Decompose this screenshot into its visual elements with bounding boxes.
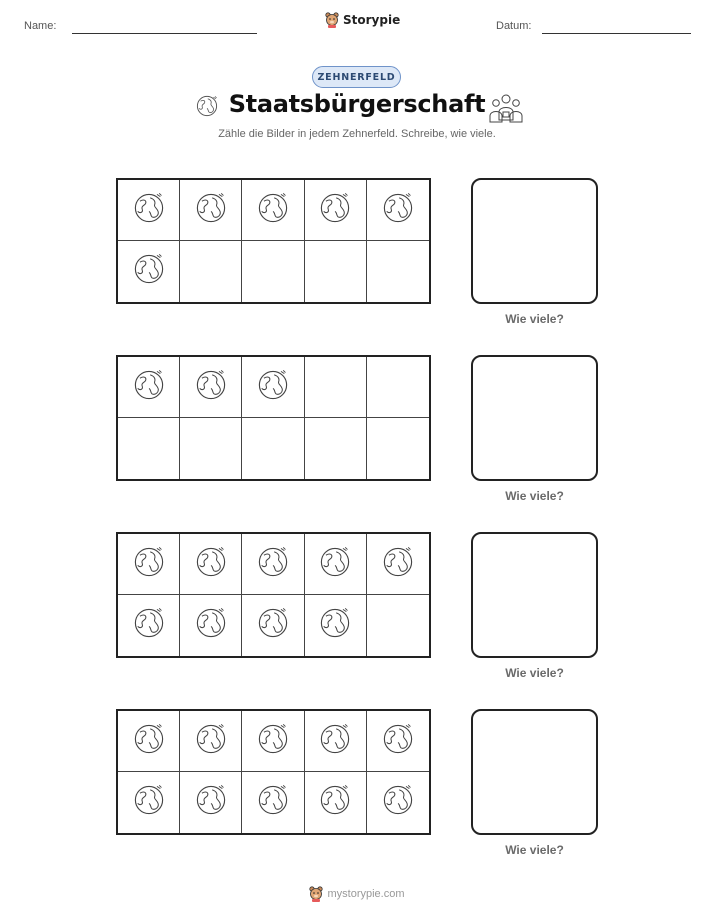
globe-icon: [132, 191, 166, 230]
ten-frame-cell: [242, 418, 304, 479]
globe-icon: [256, 606, 290, 645]
ten-frame: [116, 532, 431, 658]
globe-icon: [381, 722, 415, 761]
globe-icon: [381, 191, 415, 230]
name-label: Name:: [24, 20, 57, 32]
ten-frame-cell: [242, 357, 304, 418]
globe-icon: [194, 783, 228, 822]
globe-icon: [256, 191, 290, 230]
ten-frame-cell: [118, 534, 180, 595]
ten-frame-cell: [305, 241, 367, 302]
date-line[interactable]: [542, 33, 691, 34]
brand-name: Storypie: [343, 13, 401, 27]
ten-frame-cell: [367, 241, 429, 302]
globe-icon: [132, 252, 166, 291]
ten-frame: [116, 178, 431, 304]
ten-frame-cell: [305, 180, 367, 241]
footer: [0, 886, 714, 902]
ten-frame-cell: [180, 418, 242, 479]
ten-frame-cell: [180, 534, 242, 595]
ten-frame-cell: [305, 534, 367, 595]
bear-mascot-icon: [309, 886, 323, 902]
ten-frame-cell: [118, 772, 180, 833]
ten-frame-cell: [367, 180, 429, 241]
ten-frame-cell: [305, 418, 367, 479]
ten-frame-cell: [242, 534, 304, 595]
ten-frame-cell: [242, 772, 304, 833]
ten-frame-cell: [367, 711, 429, 772]
name-line[interactable]: [72, 33, 257, 34]
globe-icon: [256, 783, 290, 822]
ten-frame-cell: [180, 357, 242, 418]
globe-icon: [318, 545, 352, 584]
globe-icon: [318, 783, 352, 822]
globe-icon: [256, 545, 290, 584]
bear-mascot-icon: [325, 12, 339, 28]
footer-url: mystorypie.com: [327, 888, 405, 900]
answer-label: Wie viele?: [505, 312, 564, 326]
globe-icon: [194, 368, 228, 407]
ten-frame-cell: [305, 711, 367, 772]
globe-icon: [256, 722, 290, 761]
globe-icon: [256, 368, 290, 407]
ten-frame-cell: [242, 241, 304, 302]
answer-box[interactable]: [471, 178, 598, 304]
answer-box[interactable]: [471, 532, 598, 658]
ten-frame-cell: [367, 357, 429, 418]
ten-frame-cell: [305, 772, 367, 833]
answer-box[interactable]: [471, 709, 598, 835]
globe-icon: [132, 368, 166, 407]
ten-frame-cell: [180, 241, 242, 302]
answer-label: Wie viele?: [505, 489, 564, 503]
globe-icon: [194, 191, 228, 230]
page-title: Staatsbürgerschaft: [228, 90, 486, 118]
ten-frame-cell: [367, 534, 429, 595]
globe-icon: [132, 606, 166, 645]
globe-icon: [318, 722, 352, 761]
ten-frame-cell: [242, 595, 304, 656]
ten-frame-cell: [367, 418, 429, 479]
ten-frame-cell: [242, 711, 304, 772]
ten-frame-cell: [180, 180, 242, 241]
date-label: Datum:: [496, 20, 532, 32]
ten-frame: [116, 709, 431, 835]
ten-frame-cell: [180, 711, 242, 772]
worksheet-type-badge: ZEHNERFELD: [312, 66, 401, 88]
ten-frame-cell: [367, 772, 429, 833]
ten-frame-cell: [305, 595, 367, 656]
ten-frame-cell: [118, 180, 180, 241]
brand-logo: [325, 12, 400, 28]
instructions: Zähle die Bilder in jedem Zehnerfeld. Schreibe, wie viele.: [218, 128, 496, 140]
answer-box[interactable]: [471, 355, 598, 481]
globe-icon: [194, 606, 228, 645]
globe-icon: [194, 722, 228, 761]
globe-icon: [132, 783, 166, 822]
ten-frame-cell: [305, 357, 367, 418]
globe-icon: [194, 545, 228, 584]
ten-frame-cell: [180, 772, 242, 833]
ten-frame: [116, 355, 431, 481]
answer-label: Wie viele?: [505, 666, 564, 680]
answer-label: Wie viele?: [505, 843, 564, 857]
globe-icon: [381, 783, 415, 822]
ten-frame-cell: [118, 418, 180, 479]
ten-frame-cell: [118, 241, 180, 302]
ten-frame-cell: [180, 595, 242, 656]
globe-icon: [132, 722, 166, 761]
globe-icon: [132, 545, 166, 584]
globe-icon: [318, 191, 352, 230]
ten-frame-cell: [118, 595, 180, 656]
globe-icon: [318, 606, 352, 645]
ten-frame-cell: [242, 180, 304, 241]
ten-frame-cell: [367, 595, 429, 656]
ten-frame-cell: [118, 357, 180, 418]
ten-frame-cell: [118, 711, 180, 772]
globe-icon: [381, 545, 415, 584]
group-of-people-icon: [489, 92, 523, 124]
